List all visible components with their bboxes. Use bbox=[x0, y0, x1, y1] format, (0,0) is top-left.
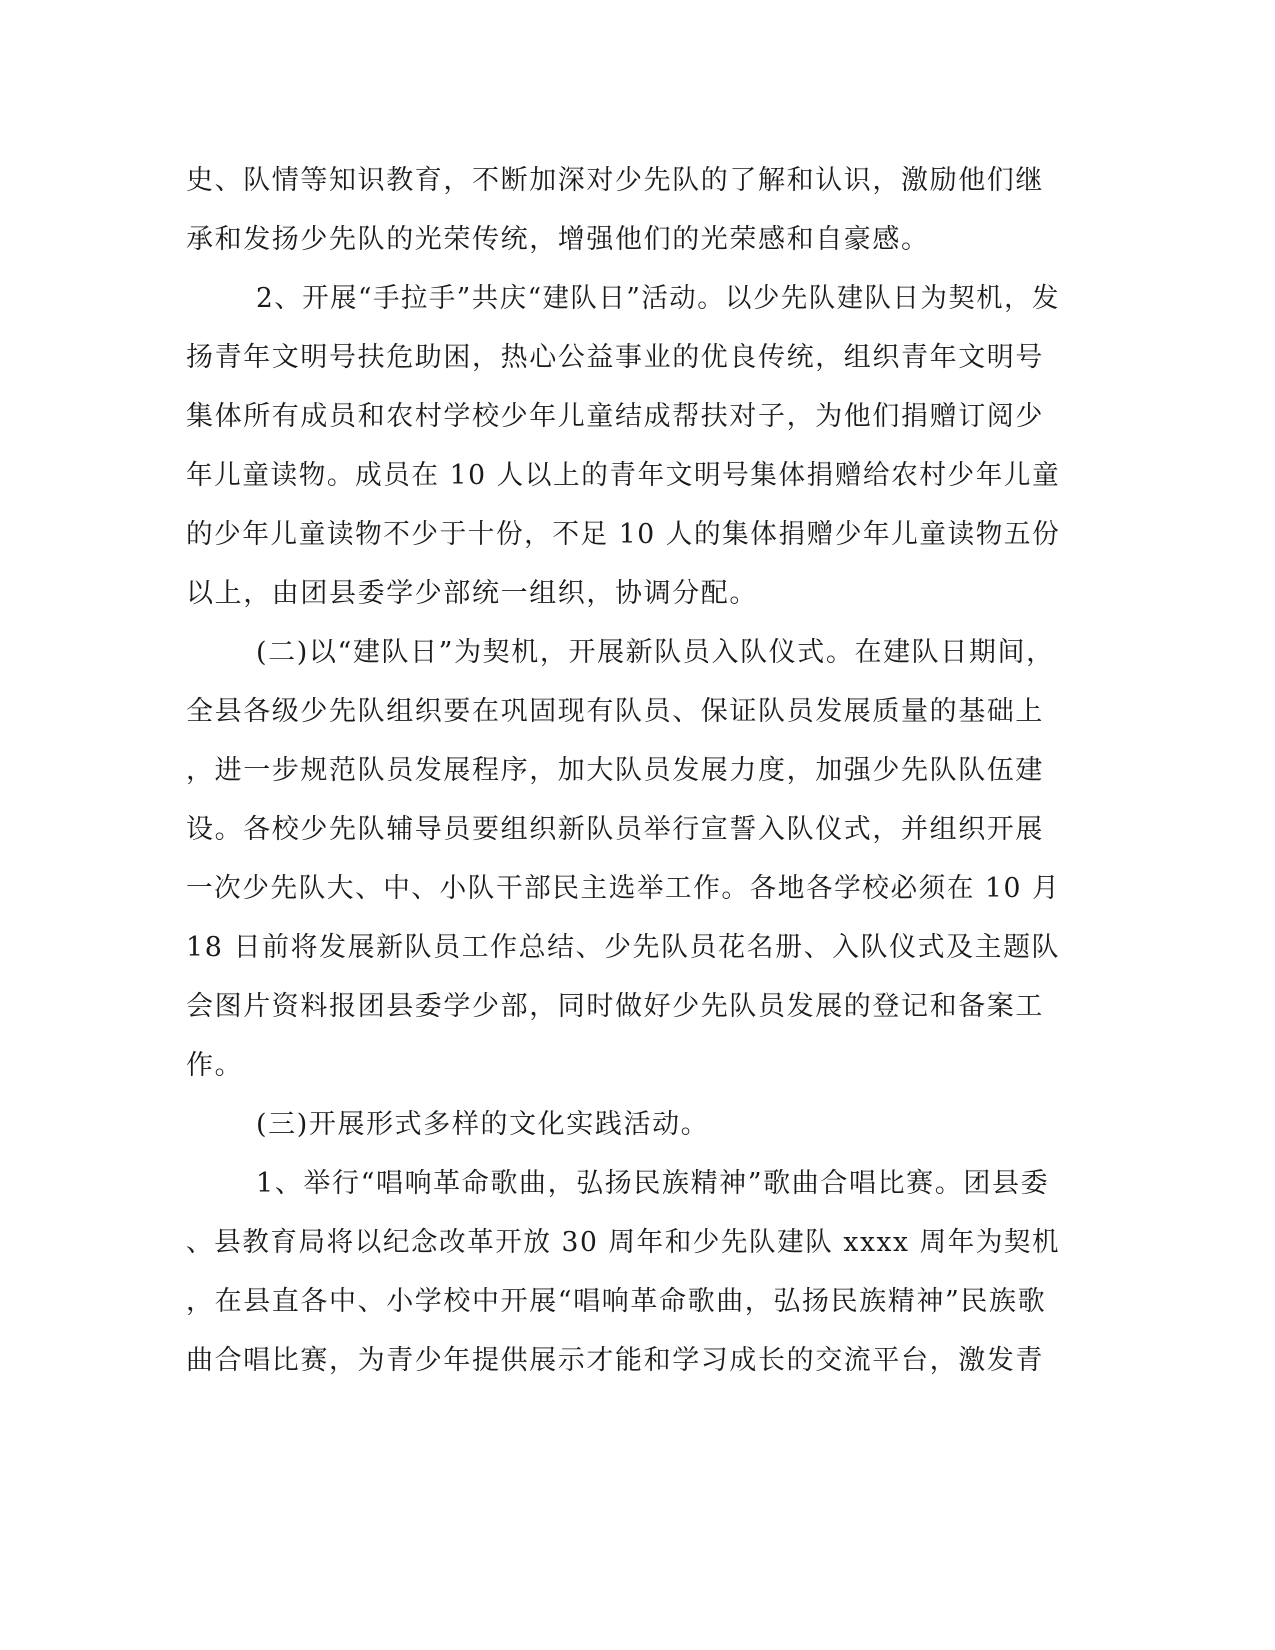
text-line: 承和发扬少先队的光荣传统，增强他们的光荣感和自豪感。 bbox=[186, 224, 930, 255]
text-line: 、县教育局将以纪念改革开放 30 周年和少先队建队 xxxx 周年为契机 bbox=[186, 1227, 1061, 1258]
text-line: 一次少先队大、中、小队干部民主选举工作。各地各学校必须在 10 月 bbox=[186, 873, 1061, 904]
text-line: 史、队情等知识教育，不断加深对少先队的了解和认识，激励他们继 bbox=[186, 165, 1044, 196]
text-line: 全县各级少先队组织要在巩固现有队员、保证队员发展质量的基础上 bbox=[186, 696, 1044, 727]
text-line: 设。各校少先队辅导员要组织新队员举行宣誓入队仪式，并组织开展 bbox=[186, 814, 1044, 845]
text-line: 集体所有成员和农村学校少年儿童结成帮扶对子，为他们捐赠订阅少 bbox=[186, 401, 1044, 432]
text-line: 会图片资料报团县委学少部，同时做好少先队员发展的登记和备案工 bbox=[186, 991, 1044, 1022]
text-line: 曲合唱比赛，为青少年提供展示才能和学习成长的交流平台，激发青 bbox=[186, 1345, 1044, 1376]
text-line: ，在县直各中、小学校中开展“唱响革命歌曲，弘扬民族精神”民族歌 bbox=[186, 1286, 1047, 1317]
text-line: (二)以“建队日”为契机，开展新队员入队仪式。在建队日期间， bbox=[256, 637, 1055, 668]
text-line: 1、举行“唱响革命歌曲，弘扬民族精神”歌曲合唱比赛。团县委 bbox=[256, 1168, 1050, 1199]
text-line: 年儿童读物。成员在 10 人以上的青年文明号集体捐赠给农村少年儿童 bbox=[186, 460, 1061, 491]
text-line: 扬青年文明号扶危助困，热心公益事业的优良传统，组织青年文明号 bbox=[186, 342, 1044, 373]
text-line: 以上，由团县委学少部统一组织，协调分配。 bbox=[186, 578, 758, 609]
text-line: 2、开展“手拉手”共庆“建队日”活动。以少先队建队日为契机，发 bbox=[256, 283, 1060, 314]
text-line: ，进一步规范队员发展程序，加大队员发展力度，加强少先队队伍建 bbox=[186, 755, 1044, 786]
text-line: 的少年儿童读物不少于十份，不足 10 人的集体捐赠少年儿童读物五份 bbox=[186, 519, 1061, 550]
text-line: 作。 bbox=[186, 1050, 244, 1081]
text-line: (三)开展形式多样的文化实践活动。 bbox=[256, 1109, 710, 1140]
text-line: 18 日前将发展新队员工作总结、少先队员花名册、入队仪式及主题队 bbox=[186, 932, 1061, 963]
